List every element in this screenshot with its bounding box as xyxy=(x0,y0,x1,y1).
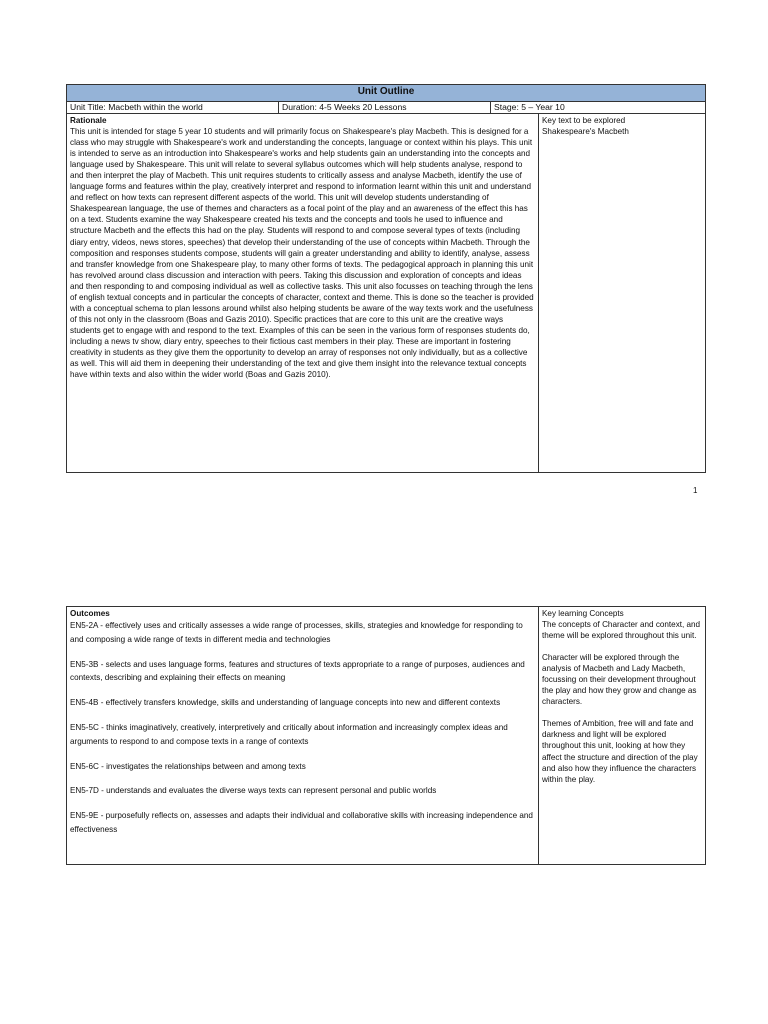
stage-cell: Stage: 5 – Year 10 xyxy=(491,102,706,114)
unit-outline-header: Unit Outline xyxy=(67,85,706,102)
outcome-item: EN5-3B - selects and uses language forms, features and structures of texts appropriate to a range of purposes, audiences and contexts, describing and explaining their effects on meaning xyxy=(70,659,525,683)
unit-title-cell: Unit Title: Macbeth within the world xyxy=(67,102,279,114)
page-number: 1 xyxy=(693,486,698,495)
rationale-text: This unit is intended for stage 5 year 10 students and will primarily focus on Shakespeare's play Macbeth. This is designed for a class who may struggle with Shakespeare's work and understanding the concepts, language or context within his plays. This unit is intended to serve as an introduction into Shakespeare's works and help students gain an understanding into the concepts and language used by Shakespeare. This unit will relate to several syllabus outcomes which will help students analyse, respond to and then interpret the play of Macbeth. This unit requires students to critically assess and analyse Macbeth, identify the use of language forms and features within the play, creatively interpret and respond to information learnt within this unit and understand and reflect on how texts can represent different aspects of the world. This unit will develop students understanding of Shakespearean language, the use of themes and characters as a focal point of the play and an awareness of the effect this has on a text. Students examine the way Shakespeare created his texts and the concepts and tools he used to influence and structure Macbeth and the effects this had on the play. Students will respond to and compose several types of texts (including diary entry, videos, news stores, speeches) that develop their understanding of the use of concepts within Macbeth. Through the composition and responses students compose, students will gain a greater understanding and ability to identify, analyse, assess and transfer knowledge from one Shakespeare play, to many other forms of texts. The pedagogical approach in planning this unit has revolved around class discussion and interaction with peers. Taking this discussion and exploration of concepts and ideas and then responding to and composing individual as well as collective tasks. This unit also focusses on teaching through the lens of english textual concepts and in particular the concepts of character, context and theme. This is done so the teacher is provided with a conceptual schema to plan lessons around whilst also helping students be aware of the way texts work and the usefulness of this not only in the classroom (Boas and Gazis 2010). Specific practices that are core to this unit are the creative ways students get to engage with and respond to the text. Examples of this can be seen in the various form of responses students do, including a news tv show, diary entry, speeches to their fictious cast members in their play. These are important in fostering creativity in students as they give them the opportunity to develop an array of responses not only individually, but as a collective as well. This will aid them in deepening their understanding of the text and give them insight into the relevance textual concepts have within texts and also within the wider world (Boas and Gazis 2010). xyxy=(70,127,534,380)
key-text-heading: Key text to be explored xyxy=(542,116,626,125)
outcomes-heading: Outcomes xyxy=(70,609,110,618)
unit-outline-table xyxy=(66,84,706,473)
key-text-cell xyxy=(539,114,706,473)
outcome-item: EN5-7D - understands and evaluates the diverse ways texts can represent personal and public worlds xyxy=(70,786,437,796)
outcomes-cell xyxy=(67,607,539,865)
concepts-character: Character will be explored through the analysis of Macbeth and Lady Macbeth, focussing on their development throughout the play and how they grow and change as characters. xyxy=(542,653,697,707)
outcome-item: EN5-5C - thinks imaginatively, creatively, interpretively and critically about information and increasingly complex ideas and arguments to respond to and compose texts in a range of contexts xyxy=(70,722,508,746)
outcome-item: EN5-4B - effectively transfers knowledge, skills and understanding of language concepts into new and different contexts xyxy=(70,698,501,708)
rationale-cell xyxy=(67,114,539,473)
outcome-item: EN5-9E - purposefully reflects on, assesses and adapts their individual and collaborative skills with increasing independence and effectiveness xyxy=(70,811,533,834)
rationale-heading: Rationale xyxy=(70,116,107,125)
duration-cell: Duration: 4-5 Weeks 20 Lessons xyxy=(279,102,491,114)
key-text-value: Shakespeare's Macbeth xyxy=(542,127,629,137)
outcome-item: EN5-2A - effectively uses and critically assesses a wide range of processes, skills, strategies and knowledge for responding to and composing a wide range of texts in different media and technologies xyxy=(70,621,523,644)
key-concepts-heading: Key learning Concepts xyxy=(542,609,624,618)
outcome-item: EN5-6C - investigates the relationships between and among texts xyxy=(70,761,306,771)
concepts-intro: The concepts of Character and context, and theme will be explored throughout this unit. xyxy=(542,620,701,641)
key-concepts-cell xyxy=(539,607,706,865)
outcomes-table xyxy=(66,606,706,865)
concepts-themes: Themes of Ambition, free will and fate and darkness and light will be explored throughout this unit, looking at how they affect the structure and direction of the play and also how they influence the characters within the play. xyxy=(542,719,698,784)
